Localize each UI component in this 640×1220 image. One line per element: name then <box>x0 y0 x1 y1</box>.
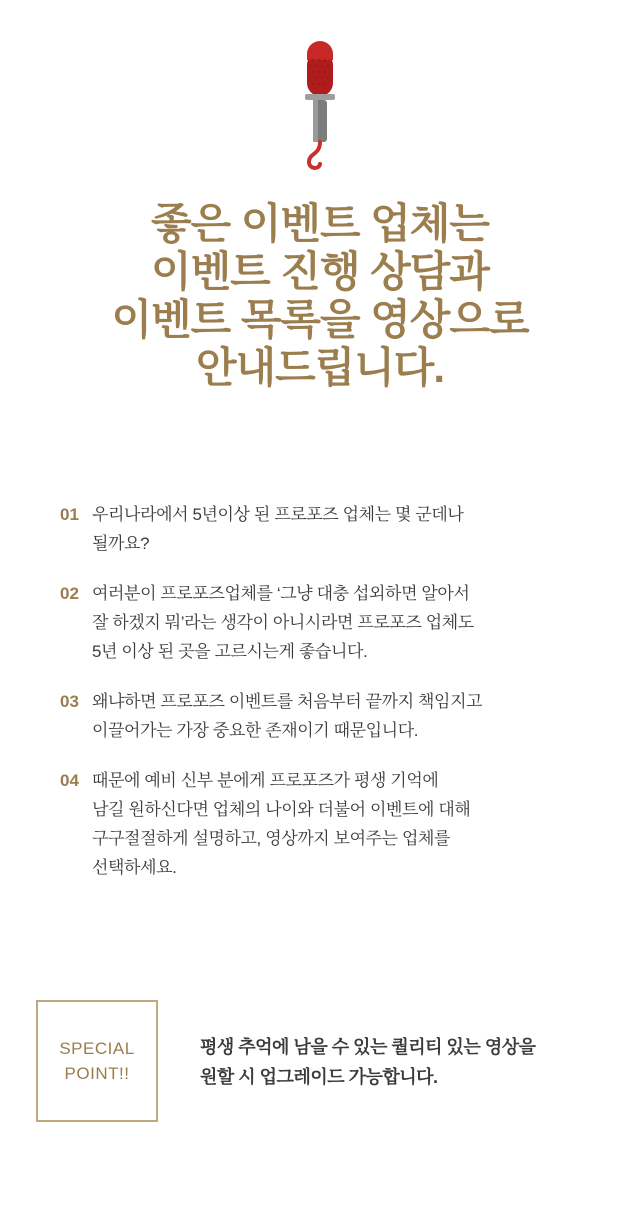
list-item-line: 잘 하겠지 뭐’라는 생각이 아니시라면 프로포즈 업체도 <box>92 613 474 632</box>
headline-line-1: 좋은 이벤트 업체는 <box>151 200 489 247</box>
list-item <box>60 579 590 666</box>
special-point-text-line-2: 원할 시 업그레이드 가능합니다. <box>200 1067 438 1087</box>
list-item <box>60 766 590 882</box>
list-item-line: 남길 원하신다면 업체의 나이와 더불어 이벤트에 대해 <box>92 800 471 819</box>
list-item-number: 04 <box>60 771 79 790</box>
list-item-line: 왜냐하면 프로포즈 이벤트를 처음부터 끝까지 책임지고 <box>92 692 483 711</box>
list-item-number: 02 <box>60 584 79 603</box>
list-item-text <box>92 500 590 558</box>
special-point-badge-line-1: SPECIAL <box>59 1039 135 1058</box>
list-item-line: 선택하세요. <box>92 858 177 877</box>
list-item-line: 우리나라에서 5년이상 된 프로포즈 업체는 몇 군데나 <box>92 505 464 524</box>
headline-line-2: 이벤트 진행 상담과 <box>151 248 489 295</box>
list-item-line: 될까요? <box>92 534 150 553</box>
list-item-line: 때문에 예비 신부 분에게 프로포즈가 평생 기억에 <box>92 771 439 790</box>
list-item-line: 구구절절하게 설명하고, 영상까지 보여주는 업체를 <box>92 829 451 848</box>
list-item-line: 여러분이 프로포즈업체를 ‘그냥 대충 섭외하면 알아서 <box>92 584 470 603</box>
list-item-number: 01 <box>60 505 79 524</box>
special-point-badge <box>36 1000 158 1122</box>
list-item-text <box>92 579 590 666</box>
list-item <box>60 687 590 745</box>
list-item <box>60 500 590 558</box>
microphone-illustration <box>0 22 640 172</box>
special-point-section <box>36 1000 606 1122</box>
special-point-badge-line-2: POINT!! <box>64 1064 130 1083</box>
list-item-line: 5년 이상 된 곳을 고르시는게 좋습니다. <box>92 642 368 661</box>
special-point-text <box>200 1032 536 1092</box>
list-item-text <box>92 766 590 882</box>
headline-line-4: 안내드립니다. <box>195 344 445 391</box>
list-item-text <box>92 687 590 745</box>
list-item-line: 이끌어가는 가장 중요한 존재이기 때문입니다. <box>92 721 419 740</box>
headline-line-3: 이벤트 목록을 영상으로 <box>111 296 529 343</box>
microphone-icon <box>275 22 365 172</box>
list-item-number: 03 <box>60 692 79 711</box>
special-point-text-line-1: 평생 추억에 남을 수 있는 퀄리티 있는 영상을 <box>200 1037 536 1057</box>
numbered-list <box>60 500 590 903</box>
page-title <box>0 200 640 392</box>
